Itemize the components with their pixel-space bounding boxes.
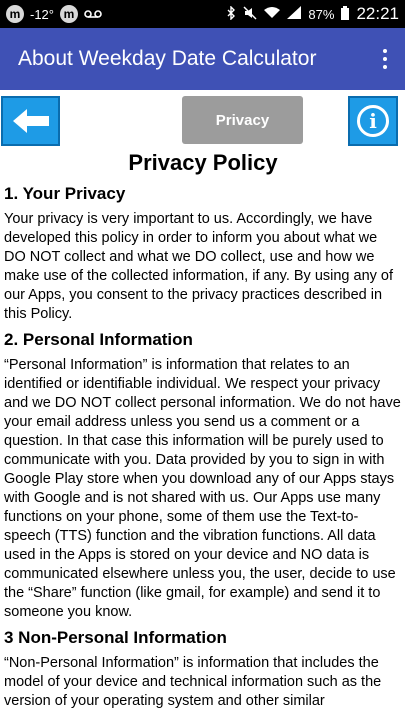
overflow-menu-icon[interactable]	[365, 39, 405, 79]
section-body-your-privacy: Your privacy is very important to us. Accordingly, we have developed this policy in order to inform you about what we DO NOT collect and what we DO collect, use and how we make use of the collected information, if any. By using any of our Apps, you consent to the privacy practices described in this Policy.	[4, 211, 394, 322]
app-bar	[0, 28, 405, 90]
info-icon: i	[357, 105, 389, 137]
battery-icon	[341, 6, 349, 23]
back-arrow-icon	[11, 106, 51, 136]
voicemail-icon	[84, 7, 102, 22]
bluetooth-icon	[226, 6, 236, 23]
page-title: Privacy Policy	[128, 150, 278, 175]
section-body-non-personal-information: “Non-Personal Information” is information that includes the model of your device and technical information such as the version of your operating system and other similar	[4, 655, 382, 709]
wifi-icon	[264, 6, 280, 22]
toolbar	[0, 94, 405, 146]
section-heading-personal-information: 2. Personal Information	[4, 330, 193, 349]
privacy-button[interactable]: Privacy	[182, 96, 303, 144]
signal-icon	[287, 6, 301, 22]
section-heading-non-personal-information: 3 Non-Personal Information	[4, 628, 227, 647]
notification-icon: m	[6, 5, 24, 23]
status-bar	[0, 0, 405, 28]
clock: 22:21	[356, 4, 399, 23]
notification-icon-2: m	[60, 5, 78, 23]
privacy-content	[4, 150, 402, 717]
section-heading-your-privacy: 1. Your Privacy	[4, 184, 126, 203]
battery-percent: 87%	[308, 6, 335, 22]
info-button[interactable]	[348, 96, 398, 146]
back-button[interactable]	[1, 96, 60, 146]
section-body-personal-information: “Personal Information” is information that relates to an identified or identifiable individual. We respect your privacy and we DO NOT collect personal information. We do not have your email address unless you send us a comment or a question. In that case this information will be purely used to communicate with you. Data provided by you to sign in with Google Play store when you download any of our Apps stays with Google and is not shared with us. Our Apps use many functions on your phone, some of them use the Text-to-speech (TTS) function and the vibration functions. All data used in the Apps is stored on your device and NO data is communicated elsewhere unless you, the user, decide to use the “Share” function (like gmail, for example) and send it to someone you know.	[4, 357, 401, 620]
temperature-text: -12°	[30, 6, 54, 22]
app-title: About Weekday Date Calculator	[18, 47, 317, 70]
mute-icon	[243, 6, 257, 23]
